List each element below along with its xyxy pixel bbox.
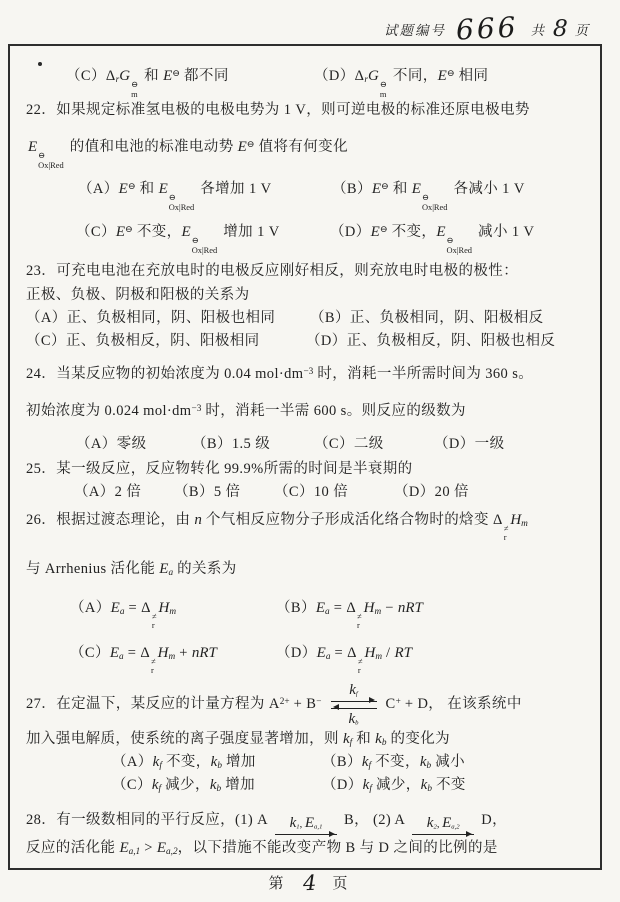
exam-number-label: 试题编号 (384, 22, 446, 38)
q26-option-c: （C）Ea = Δ ≠ r Hm + nRT (70, 645, 217, 676)
q27-option-d: （D）kf 减少，kb 不变 (322, 777, 466, 794)
q25-option-d: （D）20 倍 (394, 484, 469, 500)
q22-option-a: （A）E⊖ 和 E ⊖ Ox|Red 各增加 1 V (78, 181, 272, 212)
page-header (384, 12, 590, 45)
q23-option-c: （C）正、负极相反，阴、阳极相同 (26, 333, 260, 349)
q27-option-c: （C）kf 减少，kb 增加 (112, 777, 255, 794)
page-number-handwritten: 4 (302, 870, 318, 896)
q25-option-b: （B）5 倍 (174, 484, 241, 500)
q27-stem-line2: 加入强电解质，使系统的离子强度显著增加，则 kf 和 kb 的变化为 (26, 731, 451, 748)
page-footer (0, 871, 620, 895)
q26-option-b: （B）Ea = Δ ≠ r Hm − nRT (276, 600, 423, 631)
q28-stem-line1: 28．有一级数相同的平行反应，(1) A k1, Ea,1 B， (2) A k2, Ea,2 D， (26, 803, 507, 839)
q25-option-c: （C）10 倍 (274, 484, 349, 500)
q23-stem-line1: 23．可充电电池在充放电时的电极反应刚好相反，则充放电时电极的极性： (26, 263, 519, 279)
q26-option-a: （A）Ea = Δ ≠ r Hm (70, 600, 177, 631)
q26-stem-line1: 26．根据过渡态理论，由 n 个气相反应物分子形成活化络合物时的焓变 Δ ≠ r Hm (26, 512, 528, 543)
total-pages-prefix: 共 (530, 22, 546, 38)
q24-option-d: （D）一级 (434, 436, 505, 452)
q24-option-c: （C）二级 (314, 436, 384, 452)
q23-option-a: （A）正、负极相同，阴、阳极也相同 (26, 310, 276, 326)
q25-stem-line1: 25．某一级反应，反应物转化 99.9%所需的时间是半衰期的 (26, 461, 413, 477)
page-number-suffix: 页 (332, 876, 352, 892)
q28-stem-line2: 反应的活化能 Ea,1 > Ea,2，以下措施不能改变产物 B 与 D 之间的比例的是 (26, 840, 498, 857)
q23-stem-line2: 正极、负极、阴极和阳极的关系为 (26, 287, 250, 303)
q24-stem-line1: 24．当某反应物的初始浓度为 0.04 $mol\cdot dm^{-3}$ 时，消耗一半所需时间为 360 s。 (26, 366, 534, 383)
q24-option-a: （A）零级 (76, 436, 147, 452)
q22-stem-line2: E ⊖ Ox|Red 的值和电池的标准电动势 E⊖ 值将有何变化 (28, 139, 348, 170)
q27-stem-line1: 27．在定温下，某反应的计量方程为 $A^{2+} + B^-$ $\frac{kf}{kb}$ C+ + D， 在该系统中 (26, 681, 522, 727)
q27-option-a: （A）kf 不变，kb 增加 (112, 754, 256, 771)
q26-stem-line2: 与 Arrhenius 活化能 Ea 的关系为 (26, 561, 237, 578)
q21-option-d: （D）ΔrG ⊖ m 不同，E⊖ 相同 (314, 68, 489, 99)
q22-option-d: （D）E⊖ 不变，E ⊖ Ox|Red 减小 1 V (330, 224, 535, 255)
page-number-prefix: 第 (268, 876, 288, 892)
q22-option-b: （B）E⊖ 和 E ⊖ Ox|Red 各减小 1 V (332, 181, 525, 212)
q21-option-c: （C）ΔrG ⊖ m 和 E⊖ 都不同 (66, 68, 229, 99)
stray-ink-dot (38, 62, 42, 66)
exam-number-handwritten: 666 (455, 10, 520, 47)
q25-option-a: （A）2 倍 (74, 484, 142, 500)
q23-option-d: （D）正、负极相反，阴、阳极也相反 (306, 333, 556, 349)
total-pages-suffix: 页 (574, 22, 591, 38)
q24-option-b: （B）1.5 级 (192, 436, 271, 452)
q27-option-b: （B）kf 不变，kb 减小 (322, 754, 465, 771)
q23-option-b: （B）正、负极相同，阴、阳极相反 (310, 310, 544, 326)
q26-option-d: （D）Ea = Δ ≠ r Hm / RT (276, 645, 413, 676)
q24-stem-line2: 初始浓度为 0.024 $mol\cdot dm^{-3}$ 时，消耗一半需 600 s。则反应的级数为 (26, 403, 466, 420)
total-pages-handwritten: 8 (552, 15, 569, 42)
q22-stem-line1: 22．如果规定标准氢电极的电极电势为 1 V，则可逆电极的标准还原电极电势 (26, 102, 530, 118)
q22-option-c: （C）E⊖ 不变，E ⊖ Ox|Red 增加 1 V (76, 224, 280, 255)
